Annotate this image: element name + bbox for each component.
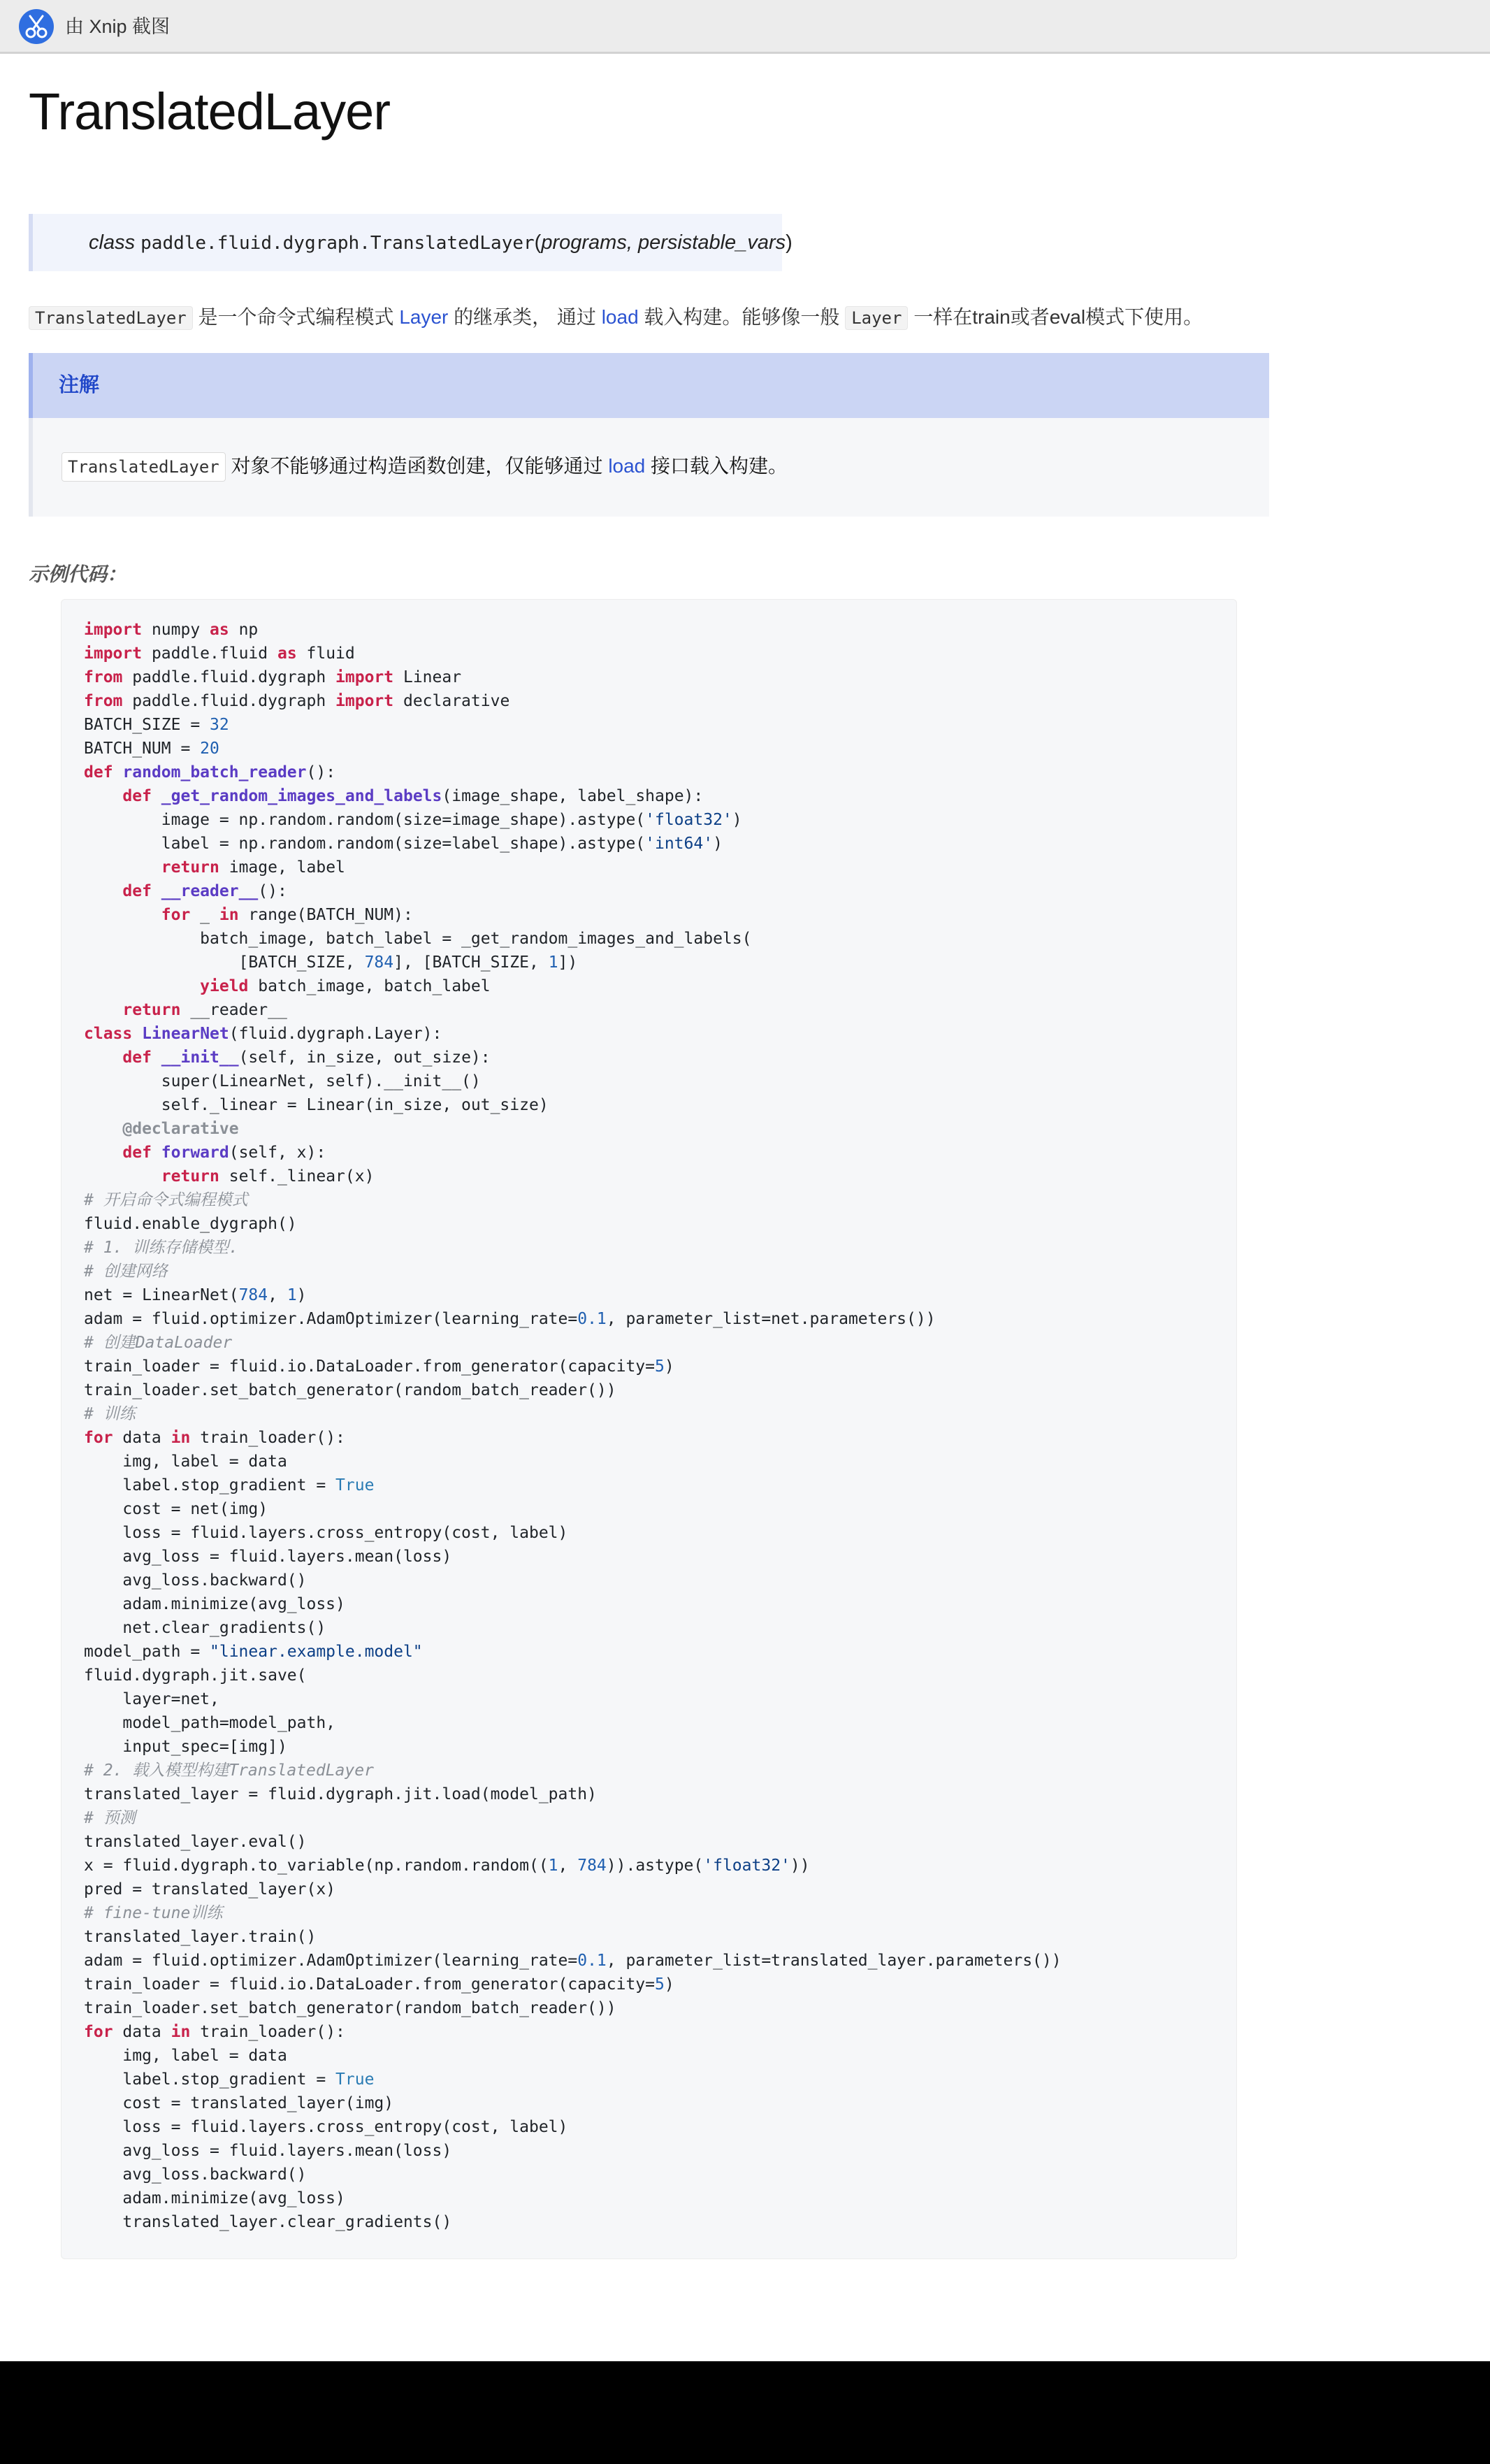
code-line: image = np.random.random(size=image_shape).astype('float32') <box>84 811 742 829</box>
code-line: # 创建DataLoader <box>84 1334 233 1352</box>
code-line: for data in train_loader(): <box>84 1429 345 1447</box>
code-line: translated_layer.clear_gradients() <box>84 2213 452 2231</box>
code-line: adam = fluid.optimizer.AdamOptimizer(learning_rate=0.1, parameter_list=net.parameters()) <box>84 1310 936 1328</box>
note-text <box>62 449 788 484</box>
code-line: # 2. 载入模型构建TranslatedLayer <box>84 1761 374 1780</box>
code-line: import paddle.fluid as fluid <box>84 644 355 663</box>
code-line: avg_loss = fluid.layers.mean(loss) <box>84 1548 452 1566</box>
layer-link[interactable]: Layer <box>399 306 449 328</box>
description-text: 是一个命令式编程模式 <box>192 306 400 328</box>
code-line: train_loader = fluid.io.DataLoader.from_generator(capacity=5) <box>84 1975 674 1994</box>
code-line: label.stop_gradient = True <box>84 1476 375 1494</box>
code-line: def __init__(self, in_size, out_size): <box>122 1049 491 1067</box>
code-line: avg_loss.backward() <box>84 2166 307 2184</box>
code-line: loss = fluid.layers.cross_entropy(cost, label) <box>84 2118 568 2136</box>
note-heading: 注解 <box>29 353 1269 418</box>
code-line: [BATCH_SIZE, 784], [BATCH_SIZE, 1]) <box>84 953 578 972</box>
inline-code-layer: Layer <box>845 306 908 330</box>
note-text-part: 接口载入构建。 <box>645 455 788 477</box>
code-content <box>84 618 1062 2234</box>
code-line: adam.minimize(avg_loss) <box>84 2189 345 2207</box>
code-line: label.stop_gradient = True <box>84 2070 375 2089</box>
code-line: train_loader.set_batch_generator(random_batch_reader()) <box>84 1999 616 2017</box>
capture-label: 由 Xnip 截图 <box>65 16 171 37</box>
code-line: return __reader__ <box>122 1001 287 1019</box>
code-line: def forward(self, x): <box>122 1144 326 1162</box>
example-code-label: 示例代码： <box>29 563 127 585</box>
code-line: input_spec=[img]) <box>84 1738 287 1756</box>
class-signature <box>29 214 793 271</box>
page-title: TranslatedLayer <box>29 82 390 141</box>
code-line: label = np.random.random(size=label_shape).astype('int64') <box>84 835 723 853</box>
code-line: net = LinearNet(784, 1) <box>84 1286 307 1304</box>
code-line: for _ in range(BATCH_NUM): <box>161 906 413 924</box>
inline-code-translatedlayer: TranslatedLayer <box>62 452 226 482</box>
code-line: cost = translated_layer(img) <box>84 2094 394 2112</box>
inline-code-translatedlayer: TranslatedLayer <box>29 306 193 330</box>
code-line: adam.minimize(avg_loss) <box>84 1595 345 1613</box>
code-line: for data in train_loader(): <box>84 2023 345 2041</box>
code-line: # 开启命令式编程模式 <box>84 1191 248 1209</box>
code-line: import numpy as np <box>84 621 259 639</box>
code-line: translated_layer = fluid.dygraph.jit.load(model_path) <box>84 1785 597 1803</box>
code-line: adam = fluid.optimizer.AdamOptimizer(learning_rate=0.1, parameter_list=translated_layer.parameters()) <box>84 1952 1062 1970</box>
screen-bottom-bar <box>0 2361 1490 2464</box>
signature-params: programs, persistable_vars <box>541 231 786 254</box>
load-link[interactable]: load <box>608 455 646 477</box>
signature-name: paddle.fluid.dygraph.TranslatedLayer <box>140 233 535 254</box>
code-line: fluid.dygraph.jit.save( <box>84 1666 307 1685</box>
signature-open-paren: ( <box>534 231 542 254</box>
code-line: def random_batch_reader(): <box>84 763 336 781</box>
description <box>29 302 1203 333</box>
code-line: # 1. 训练存储模型. <box>84 1239 239 1257</box>
code-line: batch_image, batch_label = _get_random_images_and_labels( <box>84 930 752 948</box>
code-line: @declarative <box>122 1120 239 1138</box>
description-text: 一样在train或者eval模式下使用。 <box>908 306 1203 328</box>
code-line: pred = translated_layer(x) <box>84 1880 336 1899</box>
code-line: return self._linear(x) <box>161 1167 375 1186</box>
load-link[interactable]: load <box>601 306 639 328</box>
code-line: # 创建网络 <box>84 1262 168 1281</box>
code-line: from paddle.fluid.dygraph import declarative <box>84 692 510 710</box>
code-line: # 训练 <box>84 1405 136 1423</box>
signature-keyword: class <box>89 231 136 254</box>
code-line: # fine-tune训练 <box>84 1904 223 1922</box>
code-block[interactable] <box>61 599 1237 2259</box>
code-line: super(LinearNet, self).__init__() <box>84 1072 481 1090</box>
code-line: yield batch_image, batch_label <box>200 977 491 995</box>
code-line: avg_loss = fluid.layers.mean(loss) <box>84 2142 452 2160</box>
code-line: def _get_random_images_and_labels(image_shape, label_shape): <box>122 787 704 805</box>
code-line: self._linear = Linear(in_size, out_size) <box>84 1096 549 1114</box>
description-text: 载入构建。能够像一般 <box>638 306 846 328</box>
code-line: translated_layer.train() <box>84 1928 317 1946</box>
code-line: train_loader = fluid.io.DataLoader.from_generator(capacity=5) <box>84 1357 674 1376</box>
code-line: class LinearNet(fluid.dygraph.Layer): <box>84 1025 442 1043</box>
code-line: BATCH_SIZE = 32 <box>84 716 229 734</box>
code-line: from paddle.fluid.dygraph import Linear <box>84 668 462 686</box>
signature-close-paren: ) <box>786 231 793 254</box>
note-body <box>29 418 1269 517</box>
capture-toolbar <box>0 0 1490 54</box>
code-line: return image, label <box>161 858 345 877</box>
code-line: fluid.enable_dygraph() <box>84 1215 297 1233</box>
scissors-icon[interactable] <box>19 9 54 44</box>
note-text-part: 对象不能够通过构造函数创建，仅能够通过 <box>225 455 609 477</box>
code-line: net.clear_gradients() <box>84 1619 326 1637</box>
code-line: BATCH_NUM = 20 <box>84 740 219 758</box>
code-line: loss = fluid.layers.cross_entropy(cost, label) <box>84 1524 568 1542</box>
code-line: layer=net, <box>84 1690 219 1708</box>
code-line: translated_layer.eval() <box>84 1833 307 1851</box>
code-line: train_loader.set_batch_generator(random_batch_reader()) <box>84 1381 616 1399</box>
code-line: x = fluid.dygraph.to_variable(np.random.random((1, 784)).astype('float32')) <box>84 1857 810 1875</box>
code-line: model_path=model_path, <box>84 1714 336 1732</box>
code-line: cost = net(img) <box>84 1500 268 1518</box>
description-text: 的继承类， 通过 <box>448 306 602 328</box>
code-line: img, label = data <box>84 2047 287 2065</box>
code-line: model_path = "linear.example.model" <box>84 1643 423 1661</box>
code-line: def __reader__(): <box>122 882 287 900</box>
code-line: # 预测 <box>84 1809 136 1827</box>
code-line: avg_loss.backward() <box>84 1571 307 1590</box>
code-line: img, label = data <box>84 1453 287 1471</box>
